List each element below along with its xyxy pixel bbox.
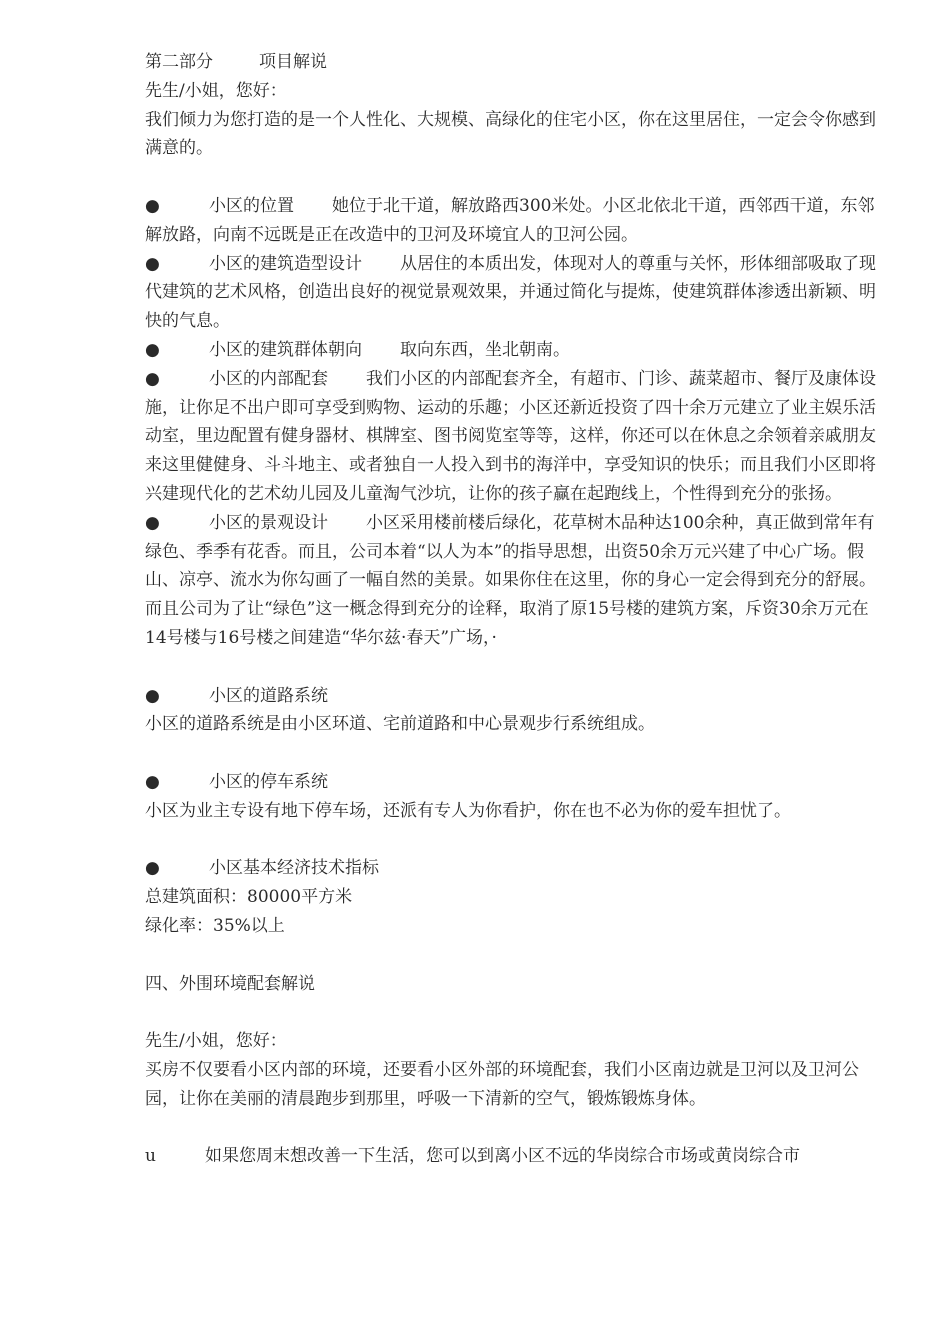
bullet-icon: ● bbox=[145, 771, 160, 792]
u-marker: u bbox=[145, 1146, 156, 1167]
item-orientation: ● 小区的建筑群体朝向 取向东西，坐北朝南。 bbox=[145, 336, 885, 365]
bullet-icon: ● bbox=[145, 368, 160, 389]
bullet-icon: ● bbox=[145, 253, 160, 274]
parking-heading: ● 小区的停车系统 bbox=[145, 768, 885, 797]
bullet-icon: ● bbox=[145, 339, 160, 360]
item-architecture: ● 小区的建筑造型设计 从居住的本质出发，体现对人的尊重与关怀，形体细部吸取了现代建筑的艺术风格，创造出良好的视觉景观效果，并通过简化与提炼，使建筑群体渗透出新颖、明快的气息。 bbox=[145, 250, 885, 336]
bullet-icon: ● bbox=[145, 512, 160, 533]
bullet-icon: ● bbox=[145, 195, 160, 216]
road-heading: ● 小区的道路系统 bbox=[145, 682, 885, 711]
section-title bbox=[145, 48, 885, 77]
section-four-title: 四、外围环境配套解说 bbox=[145, 973, 315, 994]
road-text: 小区的道路系统是由小区环道、宅前道路和中心景观步行系统组成。 bbox=[145, 714, 655, 735]
item-location: ● 小区的位置 她位于北干道，解放路西300米处。小区北依北干道，西邻西干道，东邻解放路，向南不远既是正在改造中的卫河及环境宜人的卫河公园。 bbox=[145, 192, 885, 250]
outer-paragraph: 买房不仅要看小区内部的环境，还要看小区外部的环境配套，我们小区南边就是卫河以及卫河公园，让你在美丽的清晨跑步到那里，呼吸一下清新的空气，锻炼锻炼身体。 bbox=[145, 1059, 859, 1109]
indicator-green: 绿化率：35%以上 bbox=[145, 915, 285, 936]
greeting: 先生/小姐，您好： bbox=[145, 80, 287, 101]
parking-text: 小区为业主专设有地下停车场，还派有专人为你看护，你在也不必为你的爱车担忧了。 bbox=[145, 800, 791, 821]
indicator-area: 总建筑面积：80000平方米 bbox=[145, 887, 353, 908]
section-part: 第二部分 bbox=[145, 52, 213, 72]
indicators-heading: ● 小区基本经济技术指标 bbox=[145, 854, 885, 883]
bullet-icon: ● bbox=[145, 858, 160, 879]
item-facilities: ● 小区的内部配套 我们小区的内部配套齐全，有超市、门诊、蔬菜超市、餐厅及康体设施，让你足不出户即可享受到购物、运动的乐趣；小区还新近投资了四十余万元建立了业主娱乐活动室，里边配置有健身器材、棋牌室、图书阅览室等等，这样，你还可以在休息之余领着亲戚朋友来这里健健身、斗斗地主、或者独自一人投入到书的海洋中，享受知识的快乐；而且我们小区即将兴建现代化的艺术幼儿园及儿童淘气沙坑，让你的孩子赢在起跑线上，个性得到充分的张扬。 bbox=[145, 365, 885, 509]
last-item: u 如果您周末想改善一下生活，您可以到离小区不远的华岗综合市场或黄岗综合市 bbox=[145, 1142, 885, 1171]
document-page bbox=[145, 48, 885, 1171]
greeting-2: 先生/小姐，您好： bbox=[145, 1031, 287, 1052]
section-title-text: 项目解说 bbox=[259, 52, 327, 72]
item-landscape: ● 小区的景观设计 小区采用楼前楼后绿化，花草树木品种达100余种，真正做到常年有绿色、季季有花香。而且，公司本着“以人为本”的指导思想，出资50余万元兴建了中心广场。假山、凉亭、流水为你勾画了一幅自然的美景。如果你住在这里，你的身心一定会得到充分的舒展。而且公司为了让“绿色”这一概念得到充分的诠释，取消了原15号楼的建筑方案，斥资30余万元在14号楼与16号楼之间建造“华尔兹·春天”广场，· bbox=[145, 509, 885, 653]
bullet-icon: ● bbox=[145, 685, 160, 706]
intro-paragraph: 我们倾力为您打造的是一个人性化、大规模、高绿化的住宅小区，你在这里居住，一定会令你感到满意的。 bbox=[145, 109, 876, 159]
